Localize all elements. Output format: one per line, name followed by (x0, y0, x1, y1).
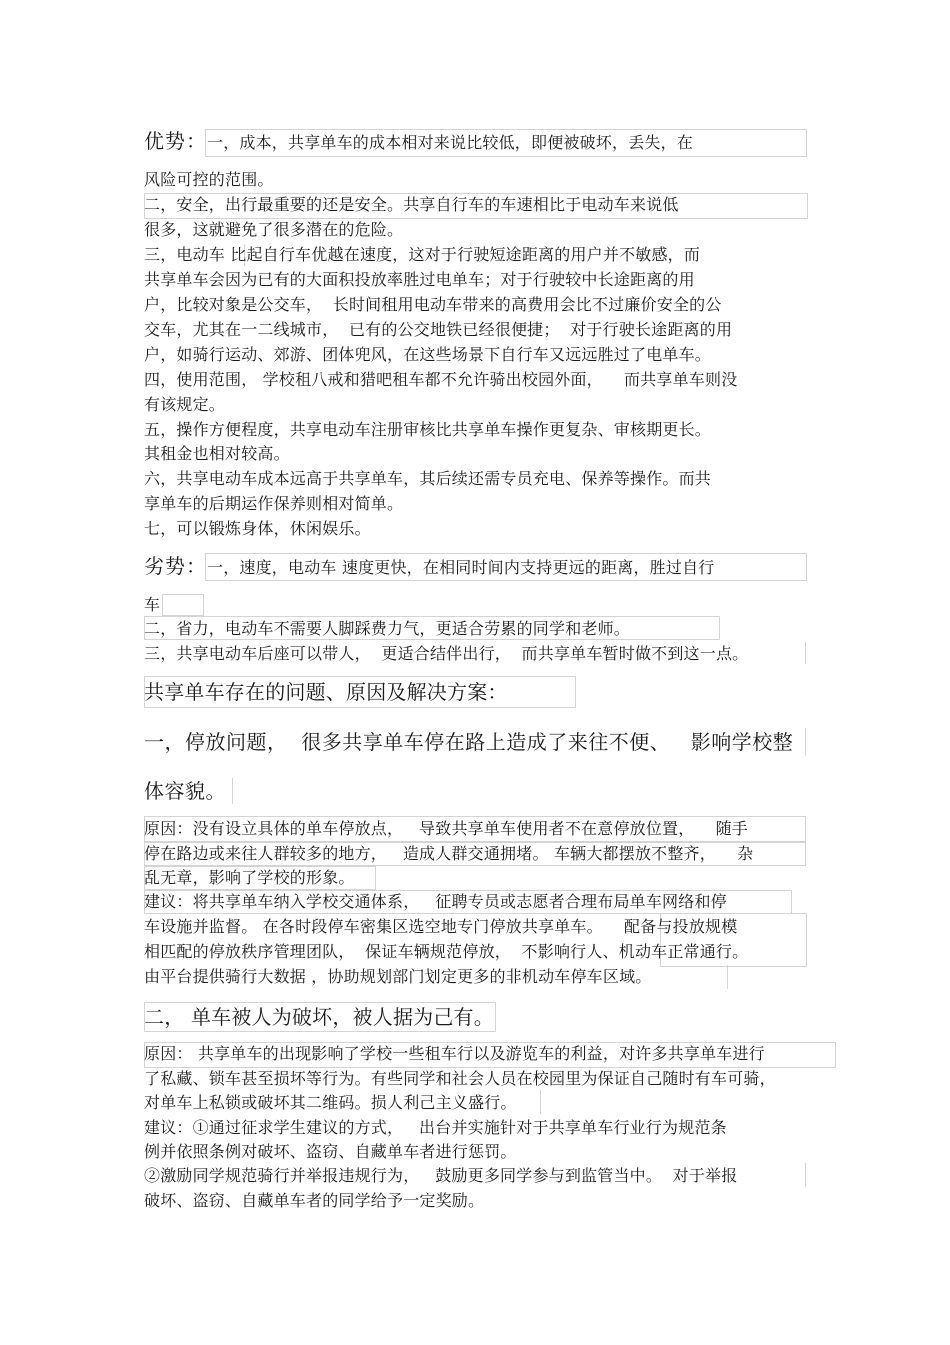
problem-2-suggestion-line-2: 例并依照条例对破坏、盗窃、自藏单车者进行惩罚。 (144, 1142, 517, 1161)
disadvantages-line-2: 车 (144, 595, 161, 614)
advantages-line-6: 共享单车会因为已有的大面积投放率胜过电单车；对于行驶较中长途距离的用 (144, 270, 695, 289)
problems-heading: 共享单车存在的问题、原因及解决方案： (144, 680, 508, 704)
problem-2-reason-line-1: 原因： 共享单车的出现影响了学校一些租车行以及游览车的利益，对许多共享单车进行 (144, 1044, 765, 1063)
advantages-line-16: 七，可以锻炼身体，休闲娱乐。 (144, 519, 371, 538)
advantages-line-1 (144, 131, 693, 153)
disadvantages-line-4: 三，共享电动车后座可以带人， 更适合结伴出行， 而共享单车暂时做不到这一点。 (144, 644, 749, 663)
advantages-line-11: 有该规定。 (144, 395, 226, 414)
advantages-line-13: 其租金也相对较高。 (144, 444, 290, 463)
advantages-line-4: 很多，这就避免了很多潜在的危险。 (144, 220, 404, 239)
advantages-line-10: 四，使用范围， 学校租八戒和猎吧租车都不允许骑出校园外面， 而共享单车则没 (144, 370, 738, 389)
frame-rule (727, 965, 728, 989)
problem-1-suggestion-line-3: 相匹配的停放秩序管理团队， 保证车辆规范停放， 不影响行人、机动车正常通行。 (144, 942, 749, 961)
problem-2-title: 二， 单车被人为破坏，被人据为己有。 (144, 1005, 494, 1029)
frame-rule (805, 1163, 806, 1187)
text-frame (162, 594, 204, 616)
advantages-line-2: 风险可控的范围。 (144, 170, 274, 189)
problem-1-reason-line-2: 停在路边或来往人群较多的地方， 造成人群交通拥堵。 车辆大都摆放不整齐， 杂 (144, 844, 754, 863)
disadvantages-label: 劣势： (144, 554, 207, 578)
frame-rule (540, 1090, 541, 1114)
problem-1-reason-line-3: 乱无章，影响了学校的形象。 (144, 868, 355, 887)
frame-rule (232, 778, 233, 804)
advantages-line-9: 户，如骑行运动、郊游、团体兜风，在这些场景下自行车又远远胜过了电单车。 (144, 345, 712, 364)
advantages-line-7: 户，比较对象是公交车， 长时间租用电动车带来的高费用会比不过廉价安全的公 (144, 295, 722, 314)
advantages-line-15: 享单车的后期运作保养则相对简单。 (144, 494, 404, 513)
problem-1-suggestion-line-4: 由平台提供骑行大数据 ，协助规划部门划定更多的非机动车停车区域。 (144, 967, 652, 986)
frame-rule (805, 642, 806, 664)
problem-1-suggestion-line-2: 车设施并监督。 在各时段停车密集区选空地专门停放共享单车。 配备与投放规模 (144, 917, 738, 936)
problem-2-suggestion-line-3: ②激励同学规范骑行并举报违规行为， 鼓励更多同学参与到监管当中。 对于举报 (144, 1166, 738, 1185)
problem-1-title-line-2: 体容貌。 (144, 779, 226, 803)
problem-1-title-line-1: 一，停放问题， 很多共享单车停在路上造成了来往不便、 影响学校整 (144, 730, 794, 754)
advantages-line-14: 六，共享电动车成本远高于共享单车，其后续还需专员充电、保养等操作。而共 (144, 469, 712, 488)
problem-1-suggestion-line-1: 建议：将共享单车纳入学校交通体系， 征聘专员或志愿者合理布局单车网络和停 (144, 892, 727, 911)
problem-1-reason-line-1: 原因：没有设立具体的单车停放点， 导致共享单车使用者不在意停放位置， 随手 (144, 819, 749, 838)
advantages-line-3: 二，安全，出行最重要的还是安全。共享自行车的车速相比于电动车来说低 (144, 195, 679, 214)
frame-rule (805, 728, 806, 756)
advantages-point-1-text: 一，成本，共享单车的成本相对来说比较低，即便被破坏，丢失，在 (207, 133, 694, 152)
advantages-line-12: 五，操作方便程度，共享电动车注册审核比共享单车操作更复杂、审核期更长。 (144, 420, 712, 439)
advantages-label: 优势： (144, 129, 207, 153)
advantages-line-5: 三，电动车 比起自行车优越在速度，这对于行驶短途距离的用户并不敏感，而 (144, 245, 701, 264)
disadvantages-line-3: 二，省力，电动车不需要人脚踩费力气，更适合劳累的同学和老师。 (144, 619, 631, 638)
problem-2-suggestion-line-4: 破坏、盗窃、自藏单车者的同学给予一定奖励。 (144, 1191, 485, 1210)
problem-2-reason-line-2: 了私藏、锁车甚至损坏等行为。有些同学和社会人员在校园里为保证自己随时有车可骑， (144, 1069, 776, 1088)
advantages-line-8: 交车，尤其在一二线城市， 已有的公交地铁已经很便捷； 对于行驶长途距离的用 (144, 320, 733, 339)
problem-2-suggestion-line-1: 建议：①通过征求学生建议的方式， 出台并实施针对于共享单车行业行为规范条 (144, 1118, 727, 1137)
problem-2-reason-line-3: 对单车上私锁或破坏其二维码。损人利己主义盛行。 (144, 1093, 517, 1112)
disadvantages-point-1-text: 一，速度，电动车 速度更快，在相同时间内支持更远的距离，胜过自行 (207, 558, 715, 577)
disadvantages-line-1 (144, 556, 715, 578)
